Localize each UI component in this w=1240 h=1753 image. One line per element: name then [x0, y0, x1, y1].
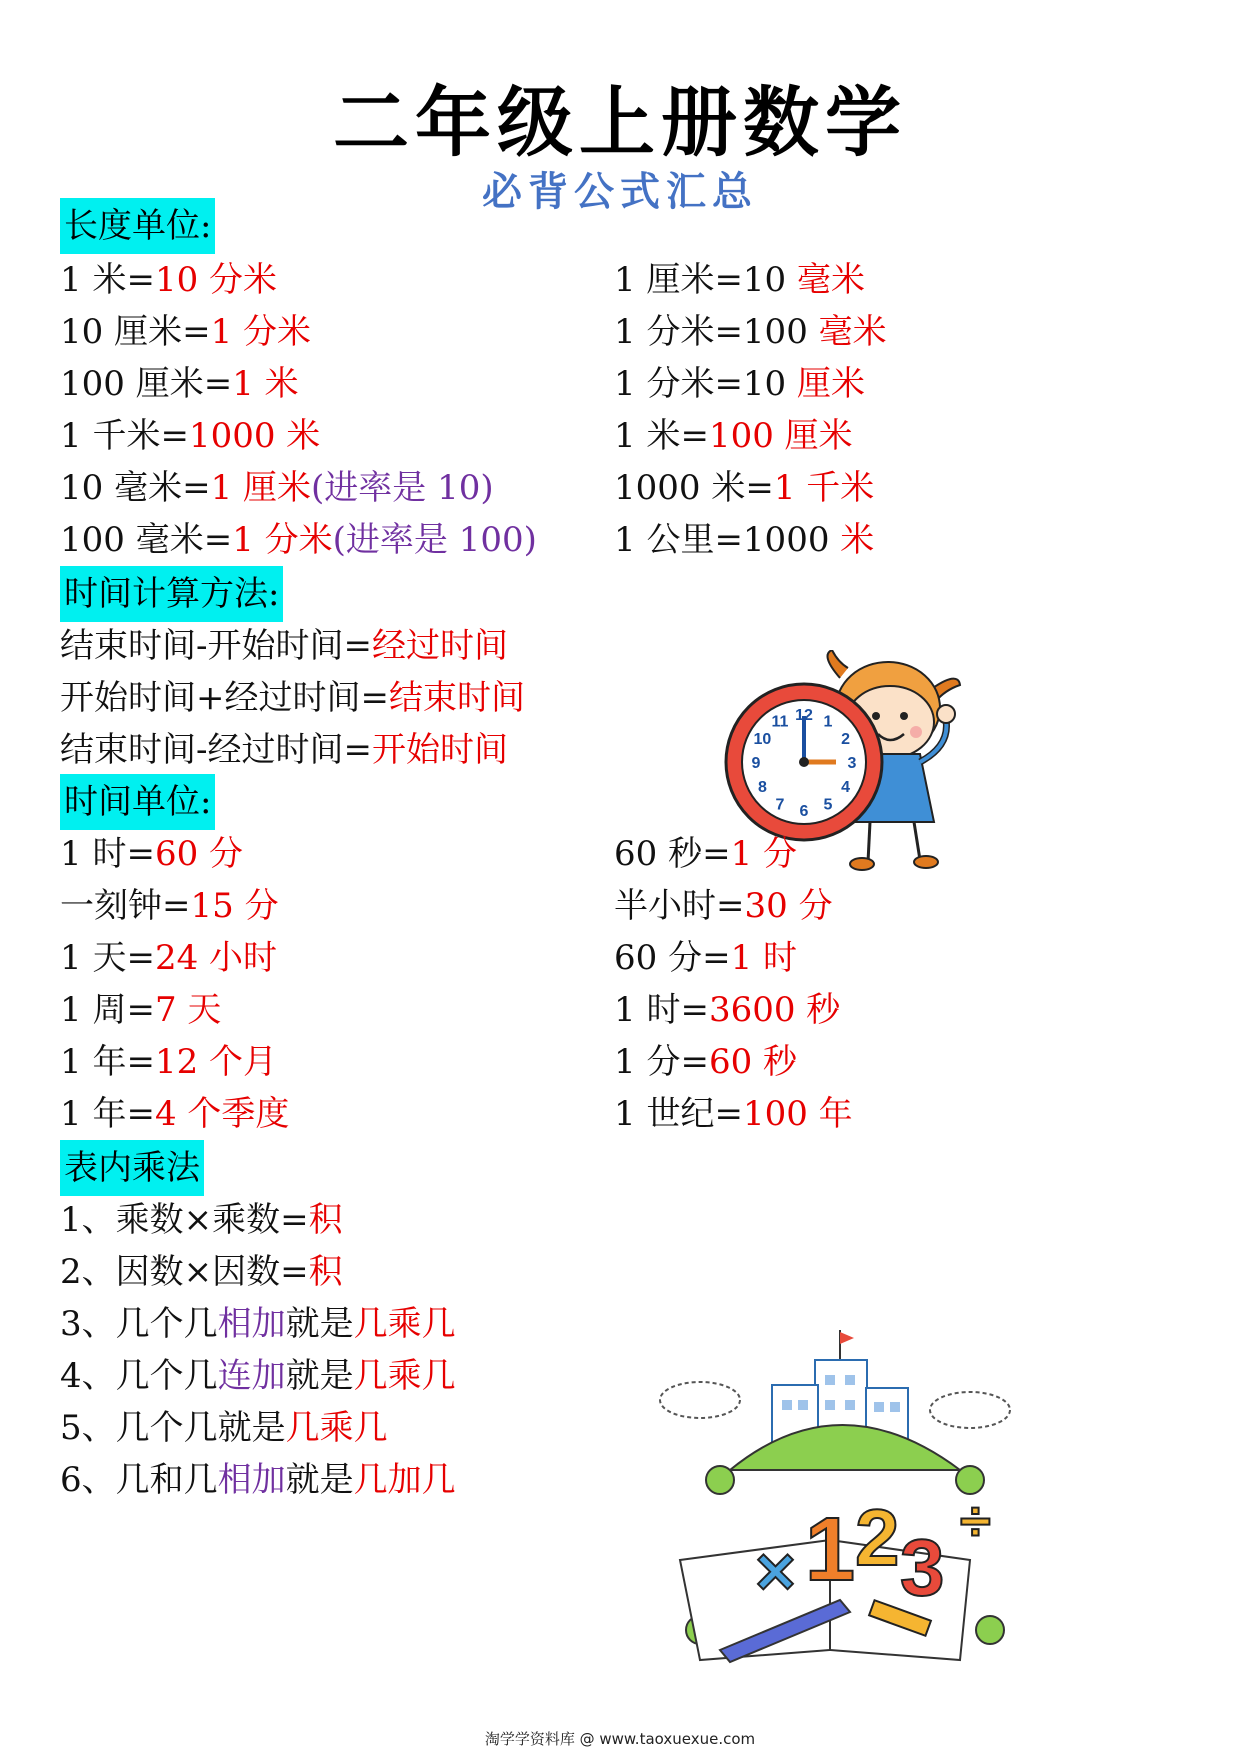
hill [730, 1425, 960, 1470]
cheek-right [910, 726, 922, 738]
multiplication-row: 6、几和几相加就是几加几 [60, 1460, 456, 1500]
length-right-row: 1 分米=10 厘米 [614, 364, 865, 404]
length-right-row: 1 分米=100 毫米 [614, 312, 887, 352]
leg-right [914, 822, 920, 860]
number-one-icon: 1 [805, 1500, 856, 1600]
length-left-row: 100 毫米=1 分米(进率是 100) [60, 520, 537, 560]
section-heading-multiplication: 表内乘法 [60, 1140, 204, 1196]
length-left-row: 10 毫米=1 厘米(进率是 10) [60, 468, 494, 508]
clock-numeral: 3 [847, 755, 857, 772]
clock-numeral: 10 [753, 731, 772, 748]
section-heading-length: 长度单位: [60, 198, 215, 254]
time-units-right-row: 60 秒=1 分 [614, 834, 798, 874]
time-units-left-row: 1 时=60 分 [60, 834, 244, 874]
section-heading-time-units: 时间单位: [60, 774, 215, 830]
shoe-left [850, 858, 874, 870]
multiplication-row: 2、因数×因数=积 [60, 1252, 343, 1292]
clock-icon [726, 684, 882, 840]
times-symbol-icon: × [755, 1532, 796, 1610]
length-left-row: 100 厘米=1 米 [60, 364, 299, 404]
flag-icon [840, 1332, 854, 1344]
length-right-row: 1 厘米=10 毫米 [614, 260, 865, 300]
length-left-row: 10 厘米=1 分米 [60, 312, 312, 352]
multiplication-row: 5、几个几就是几乘几 [60, 1408, 388, 1448]
clock-numeral: 8 [757, 779, 767, 796]
time-units-left-row: 1 周=7 天 [60, 990, 222, 1030]
time-calc-row: 结束时间-经过时间=开始时间 [60, 730, 508, 770]
eye-left [872, 712, 880, 720]
clock-numeral: 11 [771, 713, 789, 731]
clock-numeral: 12 [795, 707, 813, 724]
leg-left [868, 822, 870, 862]
time-units-left-row: 1 天=24 小时 [60, 938, 278, 978]
number-two-icon: 2 [855, 1493, 900, 1582]
time-units-right-row: 1 分=60 秒 [614, 1042, 798, 1082]
pigtail-left [828, 650, 849, 678]
page-title: 二年级上册数学 [333, 78, 907, 167]
tree [976, 1616, 1004, 1644]
clock-numeral: 9 [751, 755, 761, 772]
time-calc-row: 开始时间+经过时间=结束时间 [60, 678, 525, 718]
clock-numeral: 5 [823, 796, 833, 814]
section-heading-time-calc: 时间计算方法: [60, 566, 283, 622]
time-units-right-row: 60 分=1 时 [614, 938, 798, 978]
length-left-row: 1 米=10 分米 [60, 260, 278, 300]
time-units-left-row: 一刻钟=15 分 [60, 886, 279, 926]
time-units-left-row: 1 年=4 个季度 [60, 1094, 290, 1134]
hand [937, 705, 955, 723]
length-left-row: 1 千米=1000 米 [60, 416, 321, 456]
shoe-right [914, 856, 938, 868]
number-three-icon: 3 [900, 1523, 945, 1612]
multiplication-row: 4、几个几连加就是几乘几 [60, 1356, 456, 1396]
divide-symbol-icon: ÷ [960, 1489, 991, 1552]
clock-numeral: 7 [775, 796, 785, 814]
length-right-row: 1000 米=1 千米 [614, 468, 875, 508]
page-subtitle: 必背公式汇总 [482, 169, 758, 215]
clock-numeral: 4 [841, 779, 851, 796]
math-city-illustration [640, 1330, 1030, 1670]
eye-right [900, 712, 908, 720]
length-right-row: 1 米=100 厘米 [614, 416, 853, 456]
time-units-left-row: 1 年=12 个月 [60, 1042, 278, 1082]
time-units-right-row: 1 时=3600 秒 [614, 990, 841, 1030]
time-calc-row: 结束时间-开始时间=经过时间 [60, 626, 508, 666]
tree [706, 1466, 734, 1494]
footer-watermark: 淘学学资料库 @ www.taoxuexue.com [484, 1730, 756, 1748]
time-units-right-row: 半小时=30 分 [614, 886, 833, 926]
clock-numeral: 2 [841, 731, 851, 748]
multiplication-row: 3、几个几相加就是几乘几 [60, 1304, 456, 1344]
cloud [930, 1392, 1010, 1428]
clock-numeral: 6 [799, 803, 809, 820]
time-units-right-row: 1 世纪=100 年 [614, 1094, 853, 1134]
length-right-row: 1 公里=1000 米 [614, 520, 875, 560]
multiplication-row: 1、乘数×乘数=积 [60, 1200, 343, 1240]
clock-numeral: 1 [823, 713, 833, 731]
cloud [660, 1382, 740, 1418]
